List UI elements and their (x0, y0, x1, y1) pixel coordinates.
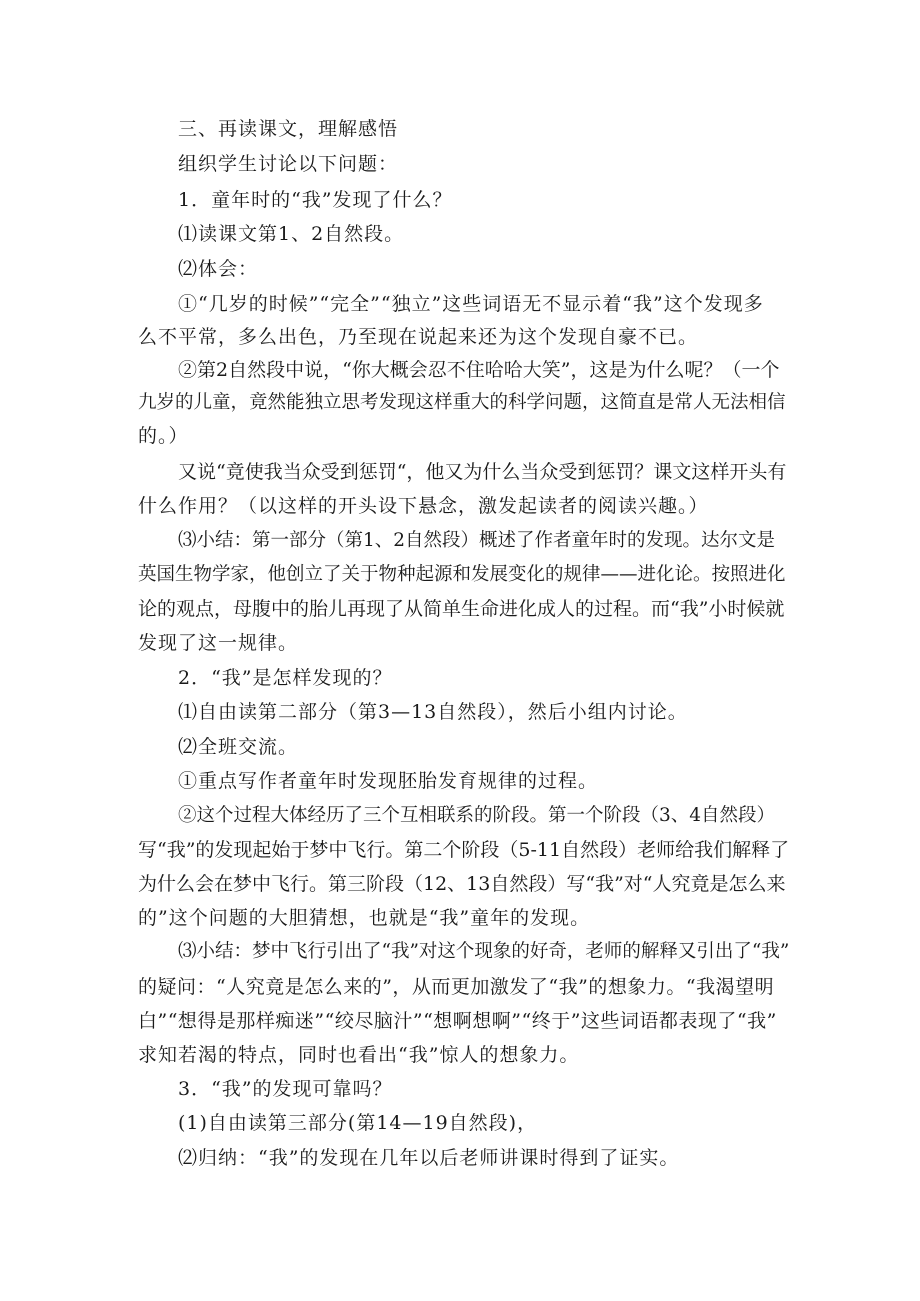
paragraph-line: 组织学生讨论以下问题： (178, 153, 399, 175)
paragraph-line: 什么作用？（以这样的开头设下悬念，激发起读者的阅读兴趣。） (138, 495, 709, 517)
paragraph-line: 么不平常，多么出色，乃至现在说起来还为这个发现自豪不已。 (138, 326, 699, 348)
paragraph-line: 写“我”的发现起始于梦中飞行。第二个阶段（5-11自然段）老师给我们解释了 (138, 839, 790, 861)
paragraph-line: ⑴自由读第二部分（第3—13自然段），然后小组内讨论。 (178, 701, 688, 723)
question-heading: 1．童年时的“我”发现了什么？ (178, 189, 453, 211)
paragraph-line: (1)自由读第三部分(第14—19自然段)， (178, 1112, 538, 1134)
paragraph-line: 英国生物学家，他创立了关于物种起源和发展变化的规律——进化论。按照进化 (138, 564, 786, 585)
paragraph-line: ⑴读课文第1、2自然段。 (178, 223, 405, 245)
paragraph-line: ①重点写作者童年时发现胚胎发育规律的过程。 (178, 770, 599, 792)
paragraph-line: 论的观点，母腹中的胎儿再现了从简单生命进化成人的过程。而“我”小时候就 (138, 598, 785, 620)
paragraph-line: 求知若渴的特点，同时也看出“我”惊人的想象力。 (138, 1044, 580, 1066)
paragraph-line: 九岁的儿童，竟然能独立思考发现这样重大的科学问题，这简直是常人无法相信 (138, 392, 786, 413)
paragraph-line: 发现了这一规律。 (138, 632, 299, 654)
paragraph-line: ⑵归纳：“我”的发现在几年以后老师讲课时得到了证实。 (178, 1147, 680, 1169)
paragraph-line: ②这个过程大体经历了三个互相联系的阶段。第一个阶段（3、4自然段） (178, 805, 776, 826)
paragraph-line: 的”这个问题的大胆猜想，也就是“我”童年的发现。 (138, 907, 591, 929)
paragraph-line: ⑶小结：梦中飞行引出了“我”对这个现象的好奇，老师的解释又引出了“我” (178, 941, 790, 962)
paragraph-line: 为什么会在梦中飞行。第三阶段（12、13自然段）写“我”对“人究竟是怎么来 (138, 873, 786, 895)
paragraph-line: 又说“竟使我当众受到惩罚“，他又为什么当众受到惩罚？课文这样开头有 (178, 461, 787, 483)
paragraph-line: ⑵全班交流。 (178, 736, 299, 758)
paragraph-line: ⑵体会： (178, 258, 259, 280)
question-heading: 3．“我”的发现可靠吗？ (178, 1078, 393, 1100)
section-heading: 三、再读课文，理解感悟 (178, 118, 399, 140)
paragraph-line: 白”“想得是那样痴迷”“绞尽脑汁”“想啊想啊”“终于”这些词语都表现了“我” (138, 1010, 777, 1032)
question-heading: 2．“我”是怎样发现的？ (178, 667, 393, 689)
paragraph-line: 的疑问：“人究竟是怎么来的”，从而更加激发了“我”的想象力。“我渴望明 (138, 976, 775, 998)
paragraph-line: ②第2自然段中说，“你大概会忍不住哈哈大笑”，这是为什么呢？（一个 (178, 359, 780, 381)
paragraph-line: 的。） (138, 425, 189, 447)
paragraph-line: ⑶小结：第一部分（第1、2自然段）概述了作者童年时的发现。达尔文是 (178, 530, 776, 551)
paragraph-line: ①“几岁的时候”“完全”“独立”这些词语无不显示着“我”这个发现多 (178, 293, 764, 315)
